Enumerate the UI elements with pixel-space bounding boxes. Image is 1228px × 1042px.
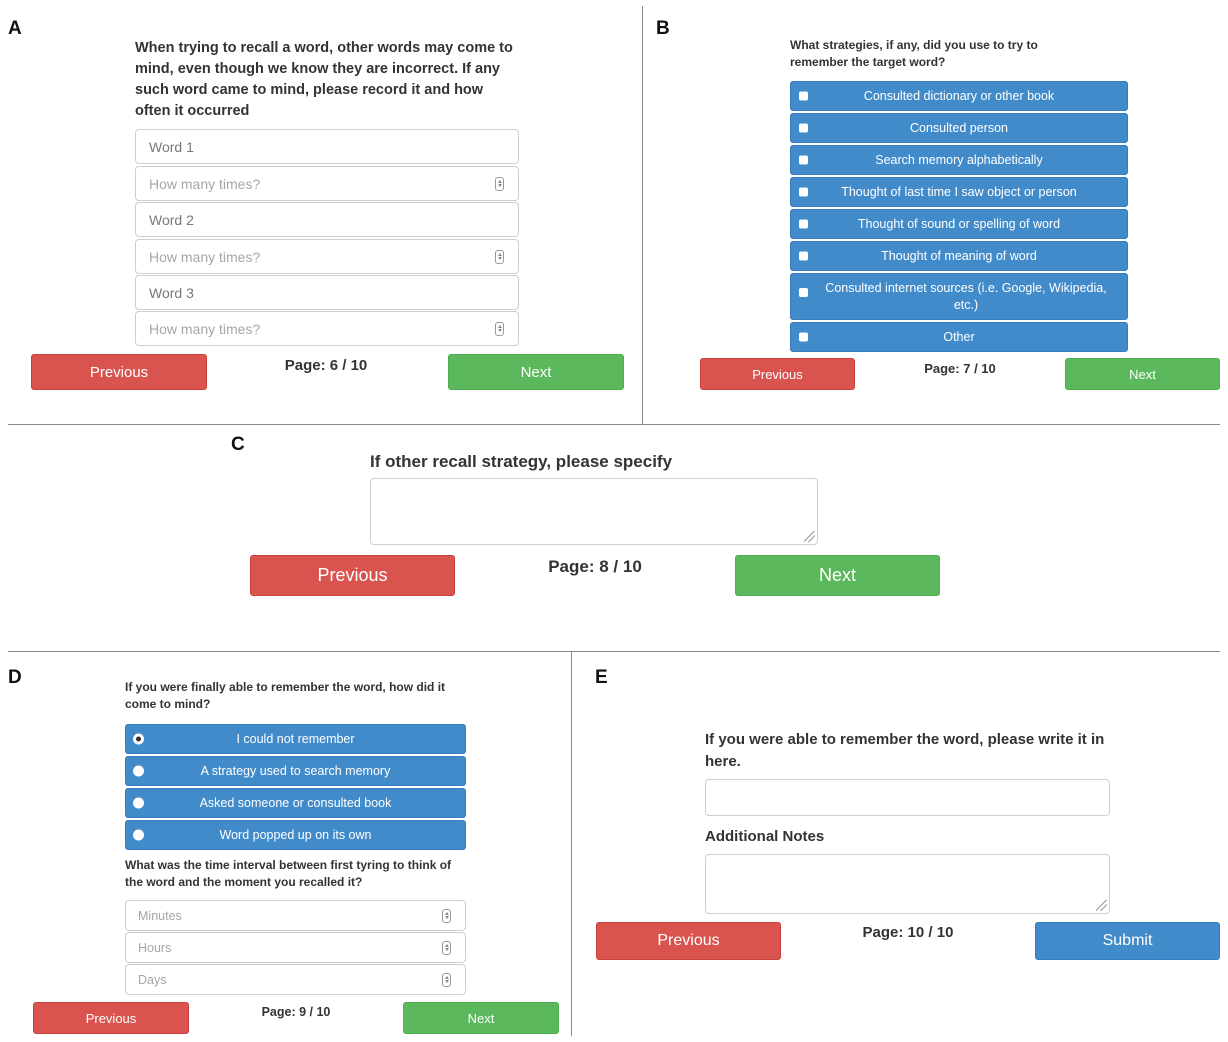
previous-button-label: Previous: [752, 366, 803, 382]
panel-a-question: When trying to recall a word, other words may come to mind, even though we know they are incorrect. If any such word came to mind, please record it and how often it occurred: [135, 40, 513, 120]
recall-option-could-not-remember[interactable]: [125, 724, 466, 754]
next-button-label: Next: [467, 1010, 495, 1026]
strategy-option-sound-spelling[interactable]: [790, 209, 1128, 239]
next-button-label: Next: [1129, 366, 1156, 382]
panel-e-question: If you were able to remember the word, please write it in here.: [705, 731, 1105, 770]
word-1-input[interactable]: [135, 129, 519, 164]
other-strategy-textarea[interactable]: [370, 478, 818, 545]
strategy-option-label: Other: [943, 329, 975, 344]
submit-button-label: Submit: [1102, 932, 1153, 949]
word-3-placeholder: Word 3: [149, 284, 194, 301]
next-button[interactable]: [403, 1002, 559, 1034]
checkbox-icon[interactable]: [799, 92, 808, 101]
word-2-count-placeholder: How many times?: [149, 248, 261, 265]
panel-d-question-2: What was the time interval between first tyring to think of the word and the moment you recalled it?: [125, 858, 452, 890]
previous-button[interactable]: [596, 922, 781, 960]
number-spinner-icon[interactable]: [442, 973, 451, 987]
page-indicator: Page: 10 / 10: [862, 924, 954, 941]
recall-option-label: Asked someone or consulted book: [199, 795, 392, 810]
radio-button-icon[interactable]: [133, 830, 144, 841]
strategy-option-label: Thought of meaning of word: [881, 248, 1037, 263]
previous-button-label: Previous: [657, 932, 720, 949]
strategy-option-last-time[interactable]: [790, 177, 1128, 207]
number-spinner-icon[interactable]: [495, 250, 504, 264]
divider-vertical-bottom: [571, 651, 572, 1036]
radio-button-icon[interactable]: [133, 798, 144, 809]
minutes-placeholder: Minutes: [138, 908, 182, 923]
previous-button[interactable]: [250, 555, 455, 596]
strategy-option-person[interactable]: [790, 113, 1128, 143]
previous-button[interactable]: [33, 1002, 189, 1034]
previous-button[interactable]: [31, 354, 207, 390]
word-1-placeholder: Word 1: [149, 138, 194, 155]
previous-button-label: Previous: [89, 363, 149, 381]
page-indicator: Page: 6 / 10: [284, 357, 368, 374]
number-spinner-icon[interactable]: [442, 909, 451, 923]
checkbox-icon[interactable]: [799, 156, 808, 165]
days-placeholder: Days: [138, 972, 167, 987]
resize-handle-icon[interactable]: [1096, 900, 1107, 911]
hours-input[interactable]: [125, 932, 466, 963]
checkbox-icon[interactable]: [799, 288, 808, 297]
additional-notes-textarea[interactable]: [705, 854, 1110, 914]
checkbox-icon[interactable]: [799, 220, 808, 229]
panel-letter-d: D: [8, 667, 22, 688]
previous-button-label: Previous: [317, 565, 388, 585]
next-button-label: Next: [520, 363, 552, 381]
radio-button-icon[interactable]: [133, 766, 144, 777]
strategy-option-label: Thought of last time I saw object or person: [841, 184, 1077, 199]
recall-option-label: Word popped up on its own: [219, 827, 372, 842]
strategy-option-label: Thought of sound or spelling of word: [857, 216, 1061, 231]
days-input[interactable]: [125, 964, 466, 995]
checkbox-icon[interactable]: [799, 333, 808, 342]
word-2-input[interactable]: [135, 202, 519, 237]
radio-button-icon[interactable]: [133, 734, 144, 745]
panel-d-question: If you were finally able to remember the word, how did it come to mind?: [125, 680, 446, 712]
page-indicator: Page: 8 / 10: [548, 557, 642, 576]
divider-vertical-top: [642, 6, 643, 424]
divider-horizontal-bottom: [8, 651, 1220, 652]
strategy-option-other[interactable]: [790, 322, 1128, 352]
word-3-input[interactable]: [135, 275, 519, 310]
checkbox-icon[interactable]: [799, 188, 808, 197]
panel-letter-a: A: [8, 18, 22, 39]
strategy-option-label: Consulted person: [910, 120, 1008, 135]
word-3-count-input[interactable]: [135, 311, 519, 346]
strategy-option-label: Search memory alphabetically: [875, 152, 1043, 167]
next-button[interactable]: [735, 555, 940, 596]
word-2-placeholder: Word 2: [149, 211, 194, 228]
strategy-option-label: Consulted dictionary or other book: [863, 88, 1055, 103]
next-button-label: Next: [818, 565, 856, 585]
panel-b-question: What strategies, if any, did you use to try to remember the target word?: [790, 38, 1038, 70]
number-spinner-icon[interactable]: [495, 177, 504, 191]
word-1-count-input[interactable]: [135, 166, 519, 201]
number-spinner-icon[interactable]: [442, 941, 451, 955]
strategy-option-internet[interactable]: [790, 273, 1128, 320]
next-button[interactable]: [448, 354, 624, 390]
recall-option-label: A strategy used to search memory: [200, 763, 391, 778]
checkbox-icon[interactable]: [799, 252, 808, 261]
minutes-input[interactable]: [125, 900, 466, 931]
recall-option-strategy[interactable]: [125, 756, 466, 786]
page-indicator: Page: 9 / 10: [261, 1005, 331, 1019]
recall-option-asked-someone[interactable]: [125, 788, 466, 818]
hours-placeholder: Hours: [138, 940, 172, 955]
checkbox-icon[interactable]: [799, 124, 808, 133]
divider-horizontal-top: [8, 424, 1220, 425]
additional-notes-label: Additional Notes: [705, 828, 825, 845]
resize-handle-icon[interactable]: [804, 531, 815, 542]
word-2-count-input[interactable]: [135, 239, 519, 274]
word-1-count-placeholder: How many times?: [149, 175, 261, 192]
page-indicator: Page: 7 / 10: [924, 361, 996, 376]
strategy-option-dictionary[interactable]: [790, 81, 1128, 111]
panel-letter-e: E: [595, 667, 608, 688]
recall-option-popped-up[interactable]: [125, 820, 466, 850]
next-button[interactable]: [1065, 358, 1220, 390]
previous-button[interactable]: [700, 358, 855, 390]
strategy-option-alphabetical[interactable]: [790, 145, 1128, 175]
recall-option-label: I could not remember: [236, 731, 355, 746]
panel-c-question: If other recall strategy, please specify: [370, 452, 673, 471]
strategy-option-meaning[interactable]: [790, 241, 1128, 271]
word-3-count-placeholder: How many times?: [149, 320, 261, 337]
remembered-word-input[interactable]: [705, 779, 1110, 816]
panel-letter-c: C: [231, 434, 245, 455]
panel-letter-b: B: [656, 18, 670, 39]
strategy-option-label: Consulted internet sources (i.e. Google, Wikipedia, etc.): [825, 280, 1107, 312]
number-spinner-icon[interactable]: [495, 322, 504, 336]
submit-button[interactable]: [1035, 922, 1220, 960]
previous-button-label: Previous: [85, 1010, 137, 1026]
